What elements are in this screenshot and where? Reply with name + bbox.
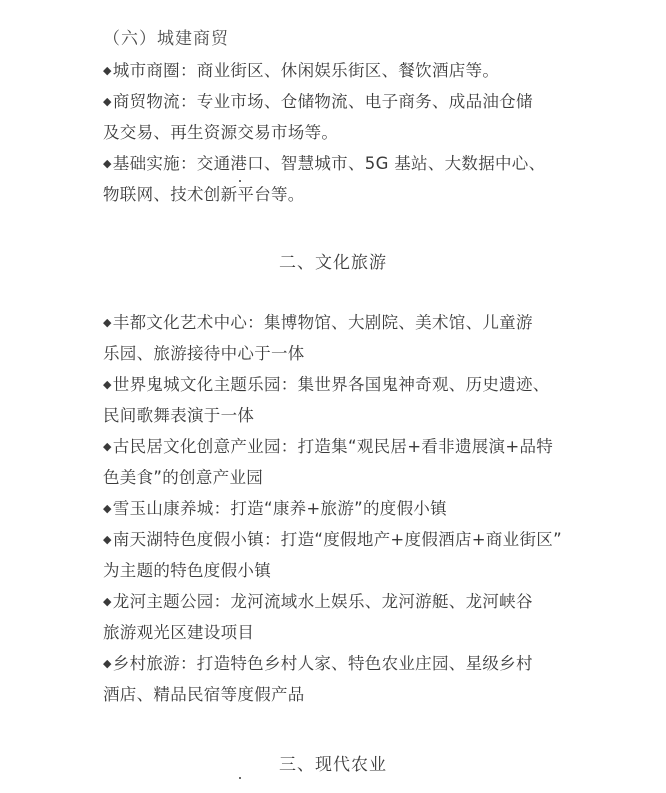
paragraph-line: 民间歌舞表演于一体 [103,406,255,425]
stray-dot [239,180,241,182]
paragraph-line: 物联网、技术创新平台等。 [103,185,305,204]
paragraph-line [103,86,583,117]
item-text: 南天湖特色度假小镇：打造“度假地产+度假酒店+商业街区” [112,530,562,549]
item-text: 城市商圈：商业街区、休闲娱乐街区、餐饮酒店等。 [112,61,500,80]
item-text: 古民居文化创意产业园：打造集“观民居+看非遗展演+品特 [112,437,554,456]
paragraph-line: 酒店、精品民宿等度假产品 [103,685,305,704]
tourism-item-5 [103,524,583,586]
tourism-item-7 [103,648,583,710]
item-text: 雪玉山康养城：打造“康养+旅游”的度假小镇 [112,499,447,518]
paragraph-line: 色美食”的创意产业园 [103,468,264,487]
urban-item-3 [103,148,583,210]
tourism-item-2 [103,369,583,431]
diamond-bullet-icon: ◆ [103,316,112,329]
paragraph-line: 乐园、旅游接待中心于一体 [103,344,305,363]
diamond-bullet-icon: ◆ [103,502,112,515]
diamond-bullet-icon: ◆ [103,157,112,170]
item-text: 丰都文化艺术中心：集博物馆、大剧院、美术馆、儿童游 [112,313,533,332]
section-title-modern-agriculture: 三、现代农业 [279,755,387,775]
tourism-item-6 [103,586,583,648]
diamond-bullet-icon: ◆ [103,595,112,608]
item-text: 世界鬼城文化主题乐园：集世界各国鬼神奇观、历史遗迹、 [112,375,550,394]
diamond-bullet-icon: ◆ [103,533,112,546]
item-text: 基础实施：交通港口、智慧城市、5G 基站、大数据中心、 [112,154,546,173]
paragraph-line: 及交易、再生资源交易市场等。 [103,123,339,142]
subsection-title: （六）城建商贸 [103,29,229,49]
item-text: 商贸物流：专业市场、仓储物流、电子商务、成品油仓储 [112,92,533,111]
paragraph-line [103,524,583,555]
paragraph-line [103,431,583,462]
stray-dot [239,777,241,779]
paragraph-line [103,369,583,400]
tourism-item-1 [103,307,583,369]
section-title-culture-tourism: 二、文化旅游 [279,253,387,273]
tourism-item-3 [103,431,583,493]
diamond-bullet-icon: ◆ [103,378,112,391]
item-text: 龙河主题公园：龙河流域水上娱乐、龙河游艇、龙河峡谷 [112,592,533,611]
tourism-item-4 [103,493,583,524]
diamond-bullet-icon: ◆ [103,440,112,453]
urban-item-2 [103,86,583,148]
paragraph-line [103,493,583,524]
item-text: 乡村旅游：打造特色乡村人家、特色农业庄园、星级乡村 [112,654,533,673]
paragraph-line: 旅游观光区建设项目 [103,623,255,642]
diamond-bullet-icon: ◆ [103,64,112,77]
diamond-bullet-icon: ◆ [103,95,112,108]
diamond-bullet-icon: ◆ [103,657,112,670]
paragraph-line [103,148,583,179]
paragraph-line [103,55,583,86]
urban-item-1 [103,55,583,86]
paragraph-line [103,648,583,679]
paragraph-line [103,307,583,338]
paragraph-line: 为主题的特色度假小镇 [103,561,271,580]
paragraph-line [103,586,583,617]
